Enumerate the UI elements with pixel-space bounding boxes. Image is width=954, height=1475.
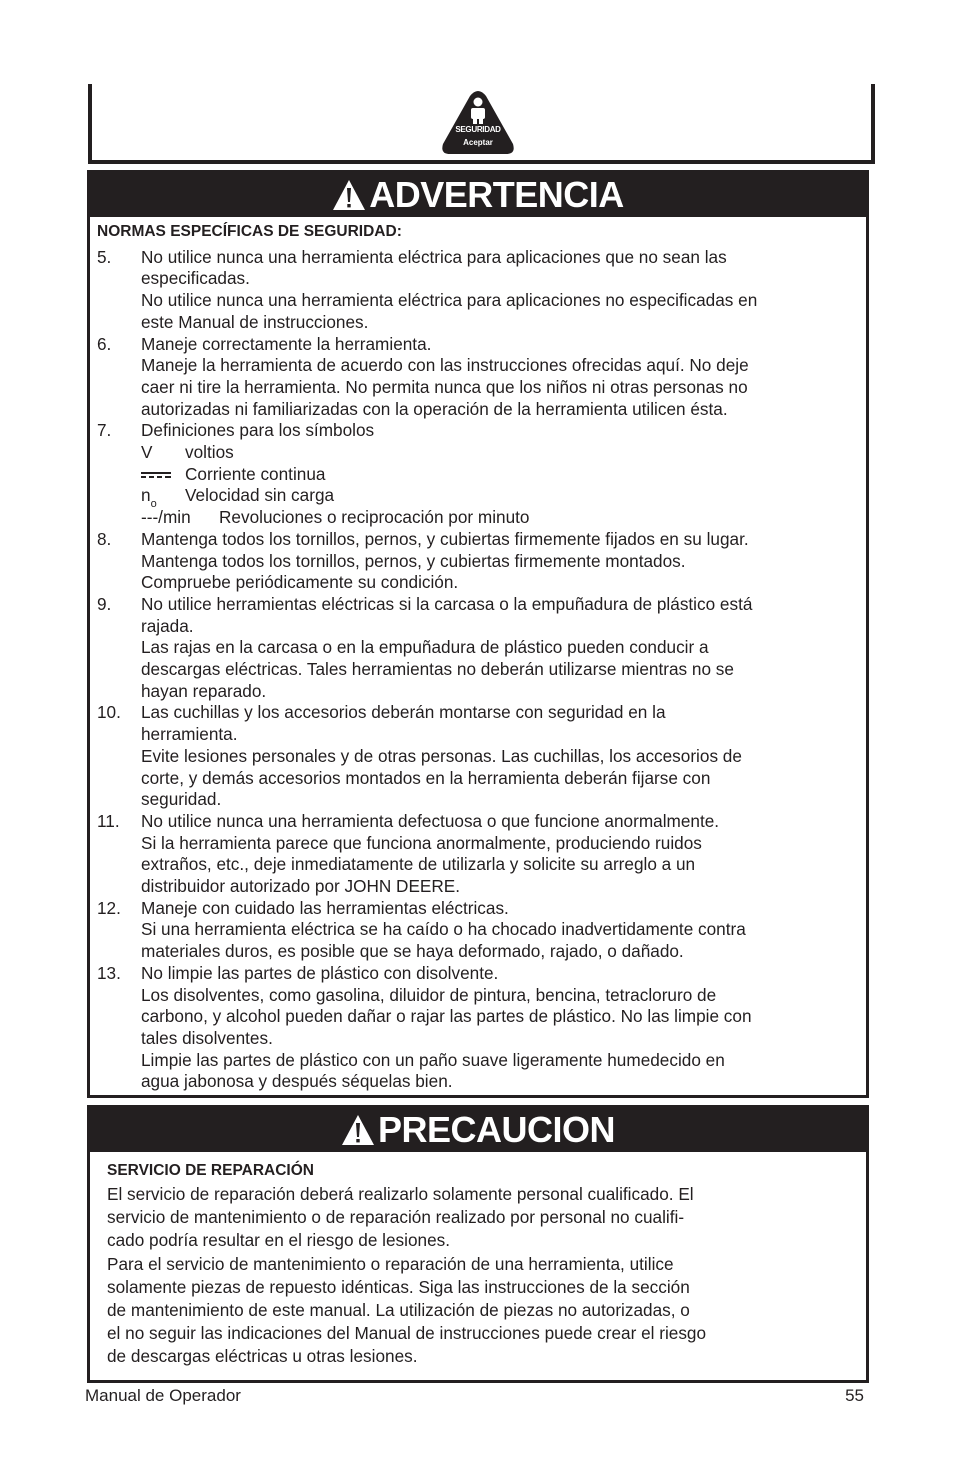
caution-text: de descargas eléctricas u otras lesiones. bbox=[107, 1346, 418, 1367]
symbol-no-text: Velocidad sin carga bbox=[185, 485, 335, 506]
item-text: No utilice nunca una herramienta eléctrica para aplicaciones no especificadas en bbox=[141, 290, 758, 311]
item-number: 11. bbox=[97, 810, 120, 831]
item-text: extraños, etc., deje inmediatamente de utilizarla y solicite su arreglo a un bbox=[141, 854, 696, 875]
warning-triangle-icon bbox=[341, 1114, 375, 1146]
item-text: Maneje correctamente la herramienta. bbox=[141, 333, 432, 354]
item-text: hayan reparado. bbox=[141, 680, 267, 701]
item-text: corte, y demás accesorios montados en la herramienta deberán fijarse con bbox=[141, 767, 711, 788]
section-title: NORMAS ESPECÍFICAS DE SEGURIDAD: bbox=[97, 223, 402, 240]
item-number: 7. bbox=[97, 420, 112, 441]
item-text: descargas eléctricas. Tales herramientas no deberán utilizarse mientras no se bbox=[141, 659, 734, 679]
symbol-dc-text: Corriente continua bbox=[185, 463, 326, 484]
caution-text: cado podría resultar en el riesgo de lesiones. bbox=[107, 1230, 451, 1251]
footer-manual-title: Manual de Operador bbox=[85, 1386, 241, 1405]
item-text: materiales duros, es posible que se haya deformado, rajado, o dañado. bbox=[141, 941, 684, 962]
caution-text: el no seguir las indicaciones del Manual de instrucciones puede crear el riesgo bbox=[107, 1323, 707, 1344]
caution-text: de mantenimiento de este manual. La utilización de piezas no autorizadas, o bbox=[107, 1300, 690, 1320]
item-text: No utilice nunca una herramienta eléctrica para aplicaciones que no sean las bbox=[141, 246, 727, 267]
caution-title: PRECAUCION bbox=[377, 1109, 615, 1150]
item-text: distribuidor autorizado por JOHN DEERE. bbox=[141, 876, 461, 896]
caution-text: El servicio de reparación deberá realizarlo solamente personal cualificado. El bbox=[107, 1184, 694, 1204]
item-text: Limpie las partes de plástico con un paño suave ligeramente humedecido en bbox=[141, 1049, 725, 1070]
caution-text: servicio de mantenimiento o de reparación realizado por personal no cualifi- bbox=[107, 1207, 685, 1228]
symbol-min-text: Revoluciones o reciprocación por minuto bbox=[219, 507, 530, 528]
badge-label: SEGURIDAD bbox=[455, 125, 501, 134]
warning-title: ADVERTENCIA bbox=[369, 174, 624, 215]
item-text: este Manual de instrucciones. bbox=[141, 311, 369, 332]
item-text: Mantenga todos los tornillos, pernos, y cubiertas firmemente montados. bbox=[141, 550, 686, 571]
item-text: Definiciones para los símbolos bbox=[141, 420, 375, 441]
item-text: rajada. bbox=[141, 615, 194, 636]
item-text: autorizadas ni familiarizadas con la operación de la herramienta utilicen ésta. bbox=[141, 398, 728, 419]
item-text: Evite lesiones personales y de otras personas. Las cuchillas, los accesorios de bbox=[141, 745, 742, 766]
warning-triangle-icon bbox=[332, 179, 366, 211]
warning-panel bbox=[87, 170, 869, 1098]
item-text: tales disolventes. bbox=[141, 1027, 273, 1048]
item-number: 10. bbox=[97, 702, 121, 723]
warning-banner bbox=[90, 173, 866, 217]
direct-current-icon bbox=[141, 472, 171, 478]
item-number: 5. bbox=[97, 246, 112, 267]
item-text: Compruebe periódicamente su condición. bbox=[141, 572, 459, 593]
caution-banner bbox=[90, 1108, 866, 1152]
symbol-v: V bbox=[141, 442, 153, 462]
item-text: Los disolventes, como gasolina, diluidor de pintura, bencina, tetracloruro de bbox=[141, 984, 717, 1005]
item-text: carbono, y alcohol pueden dañar o rajar las partes de plástico. No las limpie con bbox=[141, 1006, 752, 1027]
item-number: 6. bbox=[97, 333, 112, 354]
symbol-n: n bbox=[141, 485, 151, 506]
item-text: No utilice nunca una herramienta defectuosa o que funcione anormalmente. bbox=[141, 810, 720, 831]
symbol-no bbox=[141, 485, 157, 511]
page-number: 55 bbox=[845, 1386, 864, 1405]
caution-panel bbox=[87, 1105, 869, 1383]
item-text: Las cuchillas y los accesorios deberán montarse con seguridad en la bbox=[141, 702, 666, 723]
item-text: No utilice herramientas eléctricas si la carcasa o la empuñadura de plástico está bbox=[141, 593, 753, 614]
symbol-v-text: voltios bbox=[185, 442, 234, 462]
caution-text: solamente piezas de repuesto idénticas. Siga las instrucciones de la sección bbox=[107, 1276, 690, 1297]
item-text: Maneje la herramienta de acuerdo con las instrucciones ofrecidas aquí. No deje bbox=[141, 355, 749, 376]
item-text: herramienta. bbox=[141, 724, 238, 745]
item-text: especificadas. bbox=[141, 268, 250, 289]
item-text: No limpie las partes de plástico con disolvente. bbox=[141, 962, 499, 983]
item-text: agua jabonosa y después séquelas bien. bbox=[141, 1071, 453, 1092]
item-number: 8. bbox=[97, 528, 112, 549]
top-box bbox=[88, 84, 875, 164]
item-text: seguridad. bbox=[141, 789, 222, 810]
caution-text: Para el servicio de mantenimiento o reparación de una herramienta, utilice bbox=[107, 1253, 674, 1274]
item-number: 13. bbox=[97, 962, 121, 983]
badge-sublabel: Aceptar bbox=[463, 138, 493, 147]
safety-badge bbox=[440, 88, 516, 156]
item-number: 12. bbox=[97, 897, 121, 918]
item-text: Si la herramienta parece que funciona anormalmente, produciendo ruidos bbox=[141, 832, 702, 853]
item-text: Maneje con cuidado las herramientas eléctricas. bbox=[141, 897, 509, 918]
item-text: caer ni tire la herramienta. No permita nunca que los niños ni otras personas no bbox=[141, 376, 748, 397]
item-text: Si una herramienta eléctrica se ha caído o ha chocado inadvertidamente contra bbox=[141, 919, 746, 940]
section-title: SERVICIO DE REPARACIÓN bbox=[107, 1162, 314, 1179]
symbol-n-subscript: o bbox=[150, 498, 157, 511]
symbol-min: ---/min bbox=[141, 507, 191, 528]
item-text: Mantenga todos los tornillos, pernos, y cubiertas firmemente fijados en su lugar. bbox=[141, 528, 749, 549]
item-text: Las rajas en la carcasa o en la empuñadura de plástico pueden conducir a bbox=[141, 637, 709, 658]
item-number: 9. bbox=[97, 593, 112, 614]
